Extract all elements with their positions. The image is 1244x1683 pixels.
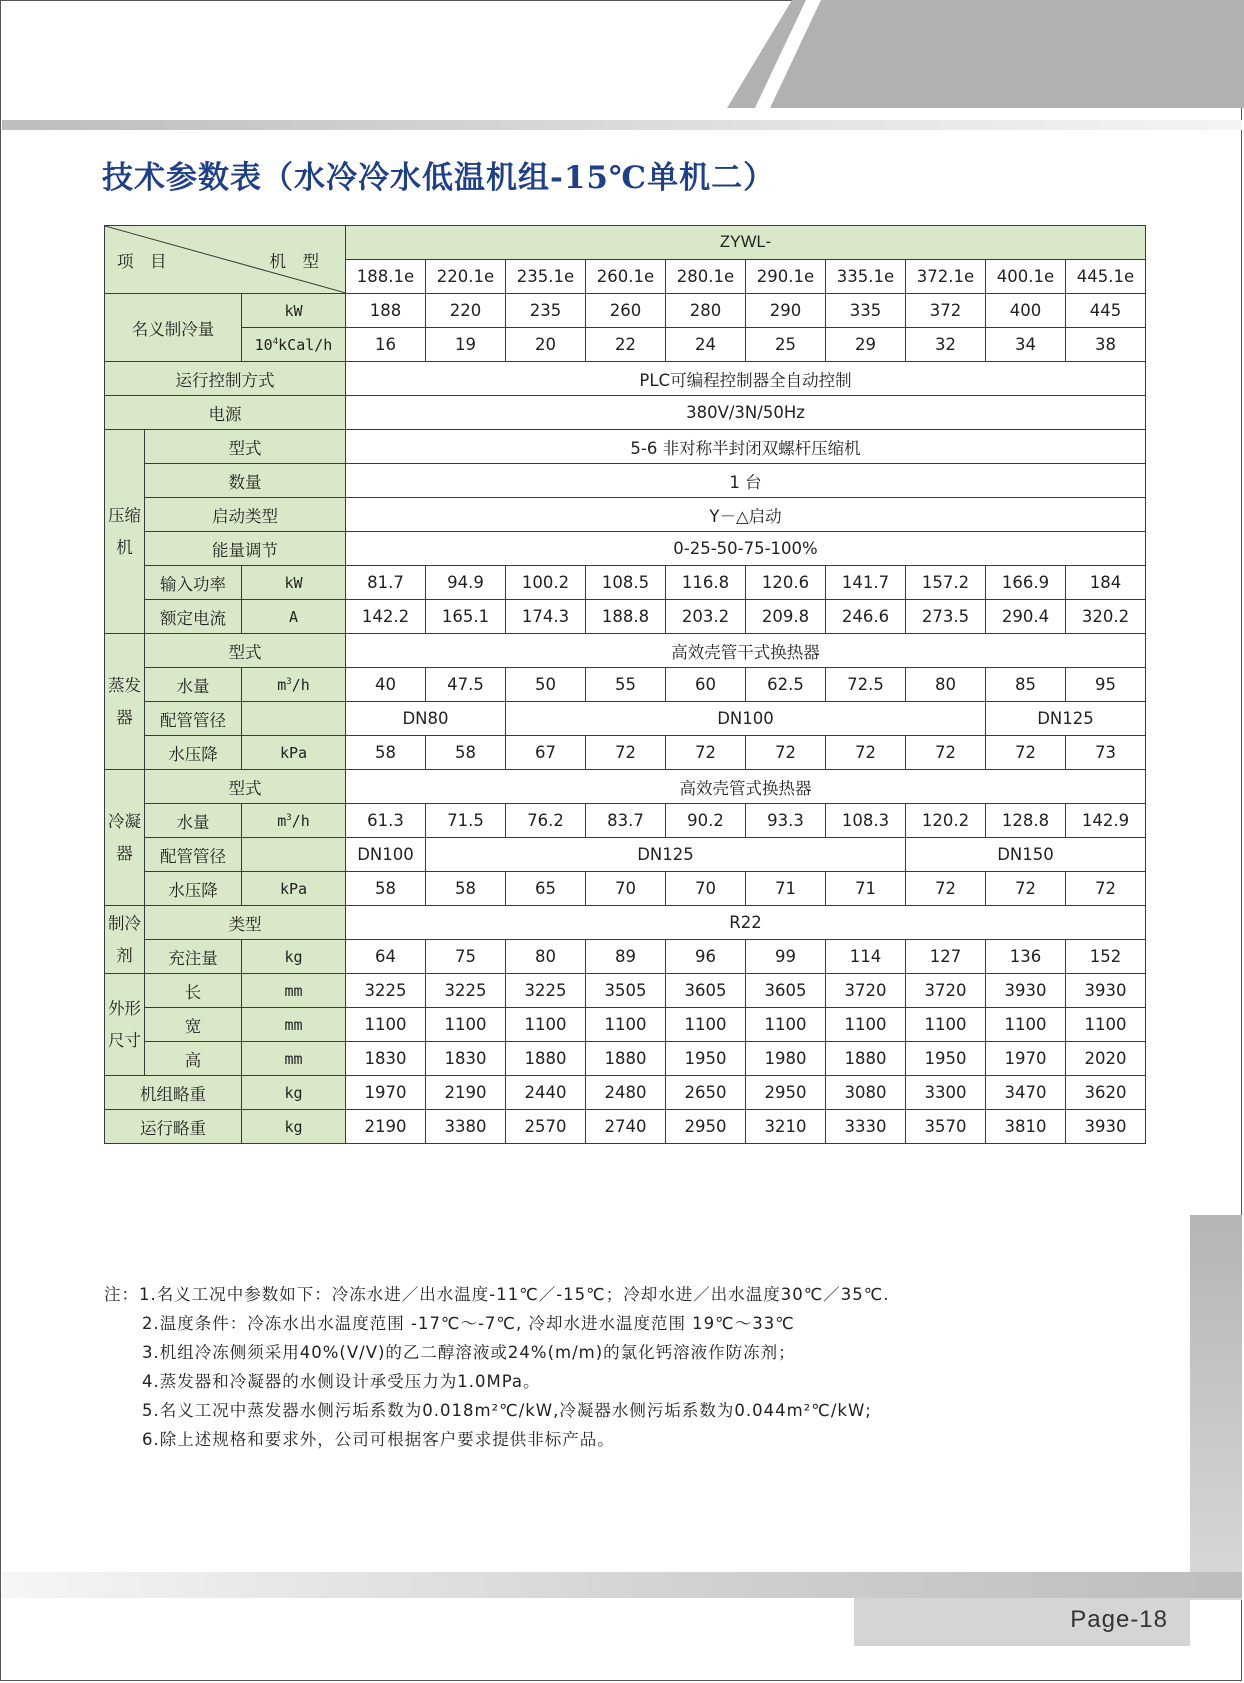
- unit-cell: kg: [242, 1110, 346, 1144]
- value-cell: 62.5: [746, 668, 826, 702]
- value-cell: 83.7: [586, 804, 666, 838]
- value-cell: 1100: [666, 1008, 746, 1042]
- model-name: 335.1e: [826, 260, 906, 294]
- value-cell: 99: [746, 940, 826, 974]
- value-cell: 1100: [986, 1008, 1066, 1042]
- row-label: 运行控制方式: [105, 362, 346, 396]
- value-cell: 142.2: [346, 600, 426, 634]
- model-name: 290.1e: [746, 260, 826, 294]
- unit-cell: A: [242, 600, 346, 634]
- unit-cell: $m^3/h$: [242, 804, 346, 838]
- value-cell: DN100: [346, 838, 426, 872]
- page-title: 技术参数表（水冷冷水低温机组-15℃单机二）: [102, 160, 776, 196]
- value-cell: 1880: [586, 1042, 666, 1076]
- value-cell: 203.2: [666, 600, 746, 634]
- value-cell: 220: [426, 294, 506, 328]
- table-row: [105, 430, 1146, 464]
- value-cell: 174.3: [506, 600, 586, 634]
- value-cell: 445: [1066, 294, 1146, 328]
- model-label: 机 型: [269, 252, 319, 271]
- value-cell: 209.8: [746, 600, 826, 634]
- value-cell: 320.2: [1066, 600, 1146, 634]
- row-label: 型式: [145, 770, 346, 804]
- value-cell: 高效壳管干式换热器: [346, 634, 1146, 668]
- value-cell: 2650: [666, 1076, 746, 1110]
- value-cell: 5-6 非对称半封闭双螺杆压缩机: [346, 430, 1146, 464]
- note-line: 6.除上述规格和要求外，公司可根据客户要求提供非标产品。: [142, 1430, 615, 1449]
- row-label: 名义制冷量: [105, 294, 242, 362]
- value-cell: 94.9: [426, 566, 506, 600]
- value-cell: 372: [906, 294, 986, 328]
- value-cell: 3930: [986, 974, 1066, 1008]
- table-row: [105, 362, 1146, 396]
- note-line: 4.蒸发器和冷凝器的水侧设计承受压力为1.0MPa。: [142, 1372, 541, 1391]
- unit-cell: kPa: [242, 736, 346, 770]
- table-row: [105, 600, 1146, 634]
- value-cell: 136: [986, 940, 1066, 974]
- value-cell: 61.3: [346, 804, 426, 838]
- value-cell: 16: [346, 328, 426, 362]
- value-cell: Y－△启动: [346, 498, 1146, 532]
- header-decoration: [0, 0, 1244, 130]
- row-label: 高: [145, 1042, 242, 1076]
- value-cell: 80: [506, 940, 586, 974]
- value-cell: 114: [826, 940, 906, 974]
- value-cell: 246.6: [826, 600, 906, 634]
- value-cell: 72: [906, 736, 986, 770]
- table-row: [105, 906, 1146, 940]
- table-row: [105, 804, 1146, 838]
- value-cell: 108.3: [826, 804, 906, 838]
- value-cell: 2480: [586, 1076, 666, 1110]
- value-cell: 1100: [1066, 1008, 1146, 1042]
- page-number: Page-18: [1070, 1606, 1168, 1633]
- value-cell: 108.5: [586, 566, 666, 600]
- value-cell: 58: [346, 736, 426, 770]
- header-corner-cell: [105, 226, 346, 294]
- value-cell: 188: [346, 294, 426, 328]
- value-cell: 70: [666, 872, 746, 906]
- value-cell: 2190: [426, 1076, 506, 1110]
- value-cell: 1980: [746, 1042, 826, 1076]
- note-line: 2.温度条件：冷冻水出水温度范围 -17℃～-7℃, 冷却水进水温度范围 19℃～33℃: [142, 1314, 795, 1333]
- value-cell: 2950: [666, 1110, 746, 1144]
- value-cell: 2570: [506, 1110, 586, 1144]
- value-cell: 260: [586, 294, 666, 328]
- table-row: [105, 1008, 1146, 1042]
- value-cell: 72: [586, 736, 666, 770]
- value-cell: 高效壳管式换热器: [346, 770, 1146, 804]
- item-label: 项 目: [117, 252, 167, 271]
- value-cell: 157.2: [906, 566, 986, 600]
- note-line: 3.机组冷冻侧须采用40%(V/V)的乙二醇溶液或24%(m/m)的氯化钙溶液作防冻剂；: [142, 1343, 796, 1362]
- value-cell: 0-25-50-75-100%: [346, 532, 1146, 566]
- value-cell: 1830: [346, 1042, 426, 1076]
- value-cell: 141.7: [826, 566, 906, 600]
- value-cell: 2190: [346, 1110, 426, 1144]
- row-label: 额定电流: [145, 600, 242, 634]
- note-line: 5.名义工况中蒸发器水侧污垢系数为0.018m²℃/kW,冷凝器水侧污垢系数为0.044m²℃/kW;: [142, 1401, 872, 1420]
- value-cell: 38: [1066, 328, 1146, 362]
- value-cell: 75: [426, 940, 506, 974]
- value-cell: 64: [346, 940, 426, 974]
- value-cell: 67: [506, 736, 586, 770]
- value-cell: 1100: [826, 1008, 906, 1042]
- unit-cell: $10^4kCal/h$: [242, 328, 346, 362]
- value-cell: 72: [986, 736, 1066, 770]
- value-cell: 1 台: [346, 464, 1146, 498]
- row-label: 电源: [105, 396, 346, 430]
- notes: [104, 1280, 890, 1454]
- value-cell: 290: [746, 294, 826, 328]
- model-name: 220.1e: [426, 260, 506, 294]
- value-cell: 128.8: [986, 804, 1066, 838]
- row-label: 启动类型: [145, 498, 346, 532]
- value-cell: 19: [426, 328, 506, 362]
- value-cell: 1100: [346, 1008, 426, 1042]
- value-cell: 3930: [1066, 974, 1146, 1008]
- value-cell: DN80: [346, 702, 506, 736]
- table-row: [105, 1076, 1146, 1110]
- group-label-dimensions: 外形尺寸: [105, 974, 145, 1076]
- header-row-series: [105, 226, 1146, 260]
- value-cell: 2740: [586, 1110, 666, 1144]
- value-cell: 3570: [906, 1110, 986, 1144]
- value-cell: 152: [1066, 940, 1146, 974]
- value-cell: 58: [426, 736, 506, 770]
- value-cell: 3470: [986, 1076, 1066, 1110]
- value-cell: 22: [586, 328, 666, 362]
- value-cell: PLC可编程控制器全自动控制: [346, 362, 1146, 396]
- value-cell: 71: [746, 872, 826, 906]
- table-row: [105, 668, 1146, 702]
- table-row: [105, 1110, 1146, 1144]
- model-name: 235.1e: [506, 260, 586, 294]
- value-cell: 127: [906, 940, 986, 974]
- value-cell: 3300: [906, 1076, 986, 1110]
- row-label: 型式: [145, 430, 346, 464]
- value-cell: 72: [906, 872, 986, 906]
- value-cell: DN100: [506, 702, 986, 736]
- value-cell: 65: [506, 872, 586, 906]
- value-cell: 1100: [506, 1008, 586, 1042]
- unit-cell: kW: [242, 294, 346, 328]
- model-name: 445.1e: [1066, 260, 1146, 294]
- unit-cell: kg: [242, 940, 346, 974]
- unit-cell: [242, 702, 346, 736]
- value-cell: 1880: [826, 1042, 906, 1076]
- row-label: 类型: [145, 906, 346, 940]
- unit-cell: mm: [242, 1042, 346, 1076]
- value-cell: 60: [666, 668, 746, 702]
- value-cell: 100.2: [506, 566, 586, 600]
- value-cell: 58: [346, 872, 426, 906]
- value-cell: 1970: [986, 1042, 1066, 1076]
- table-row: [105, 770, 1146, 804]
- group-label-condenser: 冷凝器: [105, 770, 145, 906]
- value-cell: 72: [986, 872, 1066, 906]
- value-cell: 72.5: [826, 668, 906, 702]
- value-cell: 50: [506, 668, 586, 702]
- value-cell: 3620: [1066, 1076, 1146, 1110]
- unit-cell: mm: [242, 974, 346, 1008]
- value-cell: 1100: [746, 1008, 826, 1042]
- value-cell: 1950: [666, 1042, 746, 1076]
- value-cell: 71: [826, 872, 906, 906]
- value-cell: 188.8: [586, 600, 666, 634]
- value-cell: 120.6: [746, 566, 826, 600]
- table-row: [105, 464, 1146, 498]
- table-row: [105, 940, 1146, 974]
- table-row: [105, 294, 1146, 328]
- value-cell: 90.2: [666, 804, 746, 838]
- group-label-evaporator: 蒸发器: [105, 634, 145, 770]
- value-cell: 47.5: [426, 668, 506, 702]
- value-cell: 80: [906, 668, 986, 702]
- row-label: 充注量: [145, 940, 242, 974]
- value-cell: 3810: [986, 1110, 1066, 1144]
- value-cell: 72: [1066, 872, 1146, 906]
- value-cell: DN125: [426, 838, 906, 872]
- value-cell: 3225: [426, 974, 506, 1008]
- row-label: 水压降: [145, 736, 242, 770]
- value-cell: 142.9: [1066, 804, 1146, 838]
- value-cell: 3605: [746, 974, 826, 1008]
- value-cell: 81.7: [346, 566, 426, 600]
- value-cell: 120.2: [906, 804, 986, 838]
- value-cell: 166.9: [986, 566, 1066, 600]
- value-cell: 2950: [746, 1076, 826, 1110]
- value-cell: DN125: [986, 702, 1146, 736]
- model-name: 400.1e: [986, 260, 1066, 294]
- value-cell: 93.3: [746, 804, 826, 838]
- value-cell: 25: [746, 328, 826, 362]
- value-cell: 235: [506, 294, 586, 328]
- value-cell: 1970: [346, 1076, 426, 1110]
- value-cell: 24: [666, 328, 746, 362]
- value-cell: 2020: [1066, 1042, 1146, 1076]
- value-cell: 96: [666, 940, 746, 974]
- row-label: 机组略重: [105, 1076, 242, 1110]
- row-label: 长: [145, 974, 242, 1008]
- unit-cell: kPa: [242, 872, 346, 906]
- value-cell: 1100: [586, 1008, 666, 1042]
- value-cell: 165.1: [426, 600, 506, 634]
- value-cell: 85: [986, 668, 1066, 702]
- value-cell: 89: [586, 940, 666, 974]
- value-cell: 3605: [666, 974, 746, 1008]
- value-cell: 3080: [826, 1076, 906, 1110]
- value-cell: 71.5: [426, 804, 506, 838]
- row-label: 配管管径: [145, 838, 242, 872]
- unit-cell: $m^3/h$: [242, 668, 346, 702]
- value-cell: 34: [986, 328, 1066, 362]
- value-cell: 3720: [906, 974, 986, 1008]
- value-cell: DN150: [906, 838, 1146, 872]
- page-number-tab: [854, 1598, 1190, 1646]
- value-cell: 3380: [426, 1110, 506, 1144]
- group-label-refrigerant: 制冷剂: [105, 906, 145, 974]
- value-cell: 1950: [906, 1042, 986, 1076]
- value-cell: 280: [666, 294, 746, 328]
- value-cell: 76.2: [506, 804, 586, 838]
- value-cell: 55: [586, 668, 666, 702]
- value-cell: 2440: [506, 1076, 586, 1110]
- table-row: [105, 736, 1146, 770]
- value-cell: 1830: [426, 1042, 506, 1076]
- table-row: [105, 634, 1146, 668]
- side-decoration: [1190, 1215, 1242, 1600]
- value-cell: 184: [1066, 566, 1146, 600]
- row-label: 运行略重: [105, 1110, 242, 1144]
- value-cell: 70: [586, 872, 666, 906]
- table-row: [105, 838, 1146, 872]
- value-cell: R22: [346, 906, 1146, 940]
- row-label: 水压降: [145, 872, 242, 906]
- row-label: 水量: [145, 668, 242, 702]
- value-cell: 20: [506, 328, 586, 362]
- value-cell: 1880: [506, 1042, 586, 1076]
- table-row: [105, 328, 1146, 362]
- value-cell: 72: [666, 736, 746, 770]
- value-cell: 290.4: [986, 600, 1066, 634]
- series-name: ZYWL-: [346, 226, 1146, 260]
- value-cell: 3225: [346, 974, 426, 1008]
- value-cell: 3210: [746, 1110, 826, 1144]
- unit-cell: mm: [242, 1008, 346, 1042]
- value-cell: 1100: [426, 1008, 506, 1042]
- value-cell: 72: [826, 736, 906, 770]
- value-cell: 73: [1066, 736, 1146, 770]
- value-cell: 29: [826, 328, 906, 362]
- header-rule: [2, 120, 1242, 130]
- table-row: [105, 702, 1146, 736]
- row-label: 宽: [145, 1008, 242, 1042]
- value-cell: 3225: [506, 974, 586, 1008]
- value-cell: 72: [746, 736, 826, 770]
- value-cell: 32: [906, 328, 986, 362]
- note-line: 注：1.名义工况中参数如下：冷冻水进／出水温度-11℃／-15℃；冷却水进／出水温度30℃／35℃.: [104, 1285, 890, 1304]
- value-cell: 273.5: [906, 600, 986, 634]
- table-row: [105, 396, 1146, 430]
- value-cell: 3720: [826, 974, 906, 1008]
- value-cell: 3930: [1066, 1110, 1146, 1144]
- table-row: [105, 566, 1146, 600]
- model-name: 372.1e: [906, 260, 986, 294]
- unit-cell: kg: [242, 1076, 346, 1110]
- row-label: 水量: [145, 804, 242, 838]
- value-cell: 40: [346, 668, 426, 702]
- value-cell: 95: [1066, 668, 1146, 702]
- unit-cell: [242, 838, 346, 872]
- value-cell: 3330: [826, 1110, 906, 1144]
- value-cell: 3505: [586, 974, 666, 1008]
- row-label: 输入功率: [145, 566, 242, 600]
- value-cell: 380V/3N/50Hz: [346, 396, 1146, 430]
- table-row: [105, 974, 1146, 1008]
- value-cell: 335: [826, 294, 906, 328]
- value-cell: 400: [986, 294, 1066, 328]
- table-row: [105, 1042, 1146, 1076]
- model-name: 280.1e: [666, 260, 746, 294]
- row-label: 型式: [145, 634, 346, 668]
- unit-cell: kW: [242, 566, 346, 600]
- table-row: [105, 532, 1146, 566]
- row-label: 配管管径: [145, 702, 242, 736]
- model-name: 260.1e: [586, 260, 666, 294]
- spec-table: [104, 225, 1146, 1144]
- value-cell: 116.8: [666, 566, 746, 600]
- footer-rule: [2, 1572, 1242, 1598]
- value-cell: 1100: [906, 1008, 986, 1042]
- value-cell: 58: [426, 872, 506, 906]
- group-label-compressor: 压缩机: [105, 430, 145, 634]
- table-row: [105, 498, 1146, 532]
- row-label: 数量: [145, 464, 346, 498]
- model-name: 188.1e: [346, 260, 426, 294]
- row-label: 能量调节: [145, 532, 346, 566]
- table-row: [105, 872, 1146, 906]
